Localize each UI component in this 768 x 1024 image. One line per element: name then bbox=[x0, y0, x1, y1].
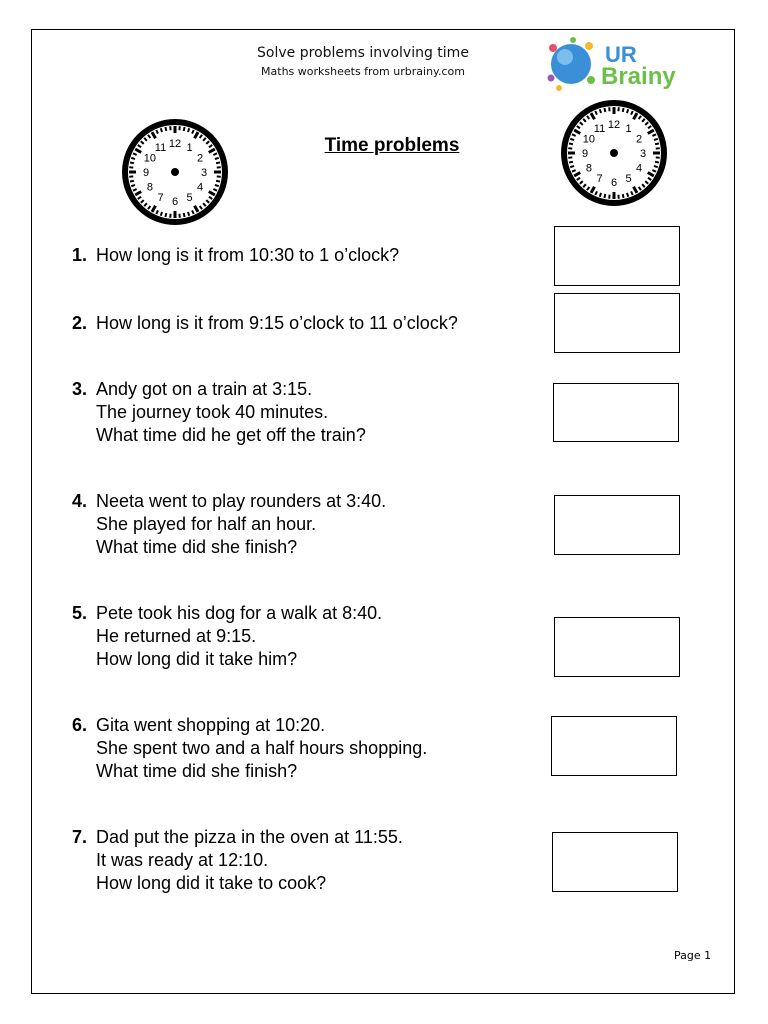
question-text: How long is it from 10:30 to 1 o’clock? bbox=[96, 245, 400, 265]
question-number: 3. bbox=[72, 379, 88, 399]
question-1 bbox=[72, 244, 399, 267]
clock-right-tick bbox=[600, 193, 601, 197]
question-number: 1. bbox=[72, 245, 88, 265]
clock-left-tick bbox=[131, 158, 135, 159]
question-text: Gita went shopping at 10:20. bbox=[96, 715, 326, 735]
clock-left-tick bbox=[216, 181, 220, 182]
clock-right-number: 7 bbox=[596, 173, 603, 186]
question-text: Pete took his dog for a walk at 8:40. bbox=[96, 603, 383, 623]
clock-right-number: 11 bbox=[593, 122, 606, 135]
clock-right-tick bbox=[604, 194, 605, 198]
clock-left-number: 9 bbox=[142, 167, 150, 179]
clock-right-number: 8 bbox=[585, 162, 592, 175]
clock-right-tick bbox=[569, 143, 573, 144]
answer-box-1[interactable] bbox=[554, 226, 680, 286]
clock-left-tick bbox=[165, 213, 166, 217]
answer-box-4[interactable] bbox=[554, 495, 680, 555]
clock-left-number: 3 bbox=[200, 167, 208, 179]
urbrainy-logo bbox=[543, 34, 693, 94]
worksheet-title: Time problems bbox=[324, 135, 460, 156]
clock-left-tick bbox=[215, 158, 219, 159]
clock-left-tick bbox=[165, 127, 166, 131]
clock-right-tick bbox=[655, 143, 659, 144]
clock-right-tick bbox=[627, 193, 628, 197]
clock-right-tick bbox=[569, 162, 573, 163]
question-number: 6. bbox=[72, 715, 88, 735]
question-text: Neeta went to play rounders at 3:40. bbox=[96, 491, 387, 511]
question-number: 4. bbox=[72, 491, 88, 511]
clock-right-number: 6 bbox=[610, 177, 618, 189]
answer-box-3[interactable] bbox=[553, 383, 679, 442]
clock-right-tick bbox=[570, 139, 574, 140]
clock-right-number: 3 bbox=[639, 148, 647, 160]
clock-left-number: 11 bbox=[154, 141, 167, 154]
question-text: How long did it take him? bbox=[96, 649, 298, 669]
clock-left-tick bbox=[130, 181, 134, 182]
clock-left-tick bbox=[161, 128, 162, 132]
question-text: How long did it take to cook? bbox=[96, 873, 327, 893]
question-number: 2. bbox=[72, 313, 88, 333]
clock-left-number: 8 bbox=[146, 181, 153, 194]
clock-left-number: 1 bbox=[186, 141, 193, 154]
clock-left-tick bbox=[215, 185, 219, 186]
clock-left-tick bbox=[130, 162, 134, 163]
clock-left-number: 5 bbox=[186, 192, 193, 205]
question-7 bbox=[72, 826, 403, 895]
clock-left-number: 7 bbox=[157, 192, 164, 205]
clock-right-tick bbox=[655, 162, 659, 163]
question-text: What time did she finish? bbox=[96, 761, 298, 781]
clock-left-number: 2 bbox=[197, 152, 204, 165]
question-text: It was ready at 12:10. bbox=[96, 850, 269, 870]
clock-right-tick bbox=[627, 109, 628, 113]
answer-box-5[interactable] bbox=[554, 617, 680, 677]
clock-right-tick bbox=[654, 166, 658, 167]
question-text: The journey took 40 minutes. bbox=[96, 402, 329, 422]
question-4 bbox=[72, 490, 386, 559]
question-text: Dad put the pizza in the oven at 11:55. bbox=[96, 827, 403, 847]
clock-right-tick bbox=[600, 109, 601, 113]
question-3 bbox=[72, 378, 366, 447]
question-text: Andy got on a train at 3:15. bbox=[96, 379, 313, 399]
clock-right-number: 10 bbox=[582, 133, 596, 146]
clock-left-number: 10 bbox=[143, 152, 157, 165]
clock-left-tick bbox=[188, 128, 189, 132]
question-5 bbox=[72, 602, 382, 671]
logo-text-top: UR bbox=[605, 42, 637, 67]
clock-left-center-dot bbox=[171, 168, 179, 176]
clock-right-number: 1 bbox=[625, 122, 632, 135]
clock-right-tick bbox=[623, 108, 624, 112]
question-text: How long is it from 9:15 o’clock to 11 o’clock? bbox=[96, 313, 458, 333]
question-number: 7. bbox=[72, 827, 88, 847]
clock-left-number: 6 bbox=[171, 196, 179, 208]
clock-face-left bbox=[118, 118, 232, 226]
question-text: He returned at 9:15. bbox=[96, 626, 257, 646]
clock-right-center-dot bbox=[610, 149, 618, 157]
question-text: She played for half an hour. bbox=[96, 514, 317, 534]
answer-box-6[interactable] bbox=[551, 716, 677, 776]
clock-face-right bbox=[557, 99, 671, 207]
clock-right-tick bbox=[570, 166, 574, 167]
question-text: She spent two and a half hours shopping. bbox=[96, 738, 428, 758]
clock-left-number: 4 bbox=[197, 181, 204, 194]
answer-box-7[interactable] bbox=[552, 832, 678, 892]
question-text: What time did he get off the train? bbox=[96, 425, 366, 445]
clock-left-tick bbox=[184, 213, 185, 217]
header-subtitle: Maths worksheets from urbrainy.com bbox=[261, 65, 465, 78]
clock-right-number: 4 bbox=[636, 162, 643, 175]
clock-right-number: 12 bbox=[607, 119, 621, 131]
page-number: Page 1 bbox=[674, 949, 712, 962]
clock-left-tick bbox=[216, 162, 220, 163]
answer-box-2[interactable] bbox=[554, 293, 680, 353]
question-2 bbox=[72, 312, 458, 335]
clock-right-tick bbox=[604, 108, 605, 112]
header-title: Solve problems involving time bbox=[257, 45, 469, 61]
clock-left-number: 12 bbox=[168, 138, 182, 150]
clock-left-tick bbox=[188, 212, 189, 216]
question-text: What time did she finish? bbox=[96, 537, 298, 557]
clock-right-number: 5 bbox=[625, 173, 632, 186]
logo-globe bbox=[551, 44, 591, 84]
clock-right-number: 9 bbox=[581, 148, 589, 160]
question-6 bbox=[72, 714, 427, 783]
clock-right-tick bbox=[623, 194, 624, 198]
clock-right-tick bbox=[654, 139, 658, 140]
clock-left-tick bbox=[161, 212, 162, 216]
question-number: 5. bbox=[72, 603, 88, 623]
logo-text-bottom: Brainy bbox=[601, 63, 676, 90]
clock-left-tick bbox=[131, 185, 135, 186]
clock-right-number: 2 bbox=[636, 133, 643, 146]
clock-left-tick bbox=[184, 127, 185, 131]
